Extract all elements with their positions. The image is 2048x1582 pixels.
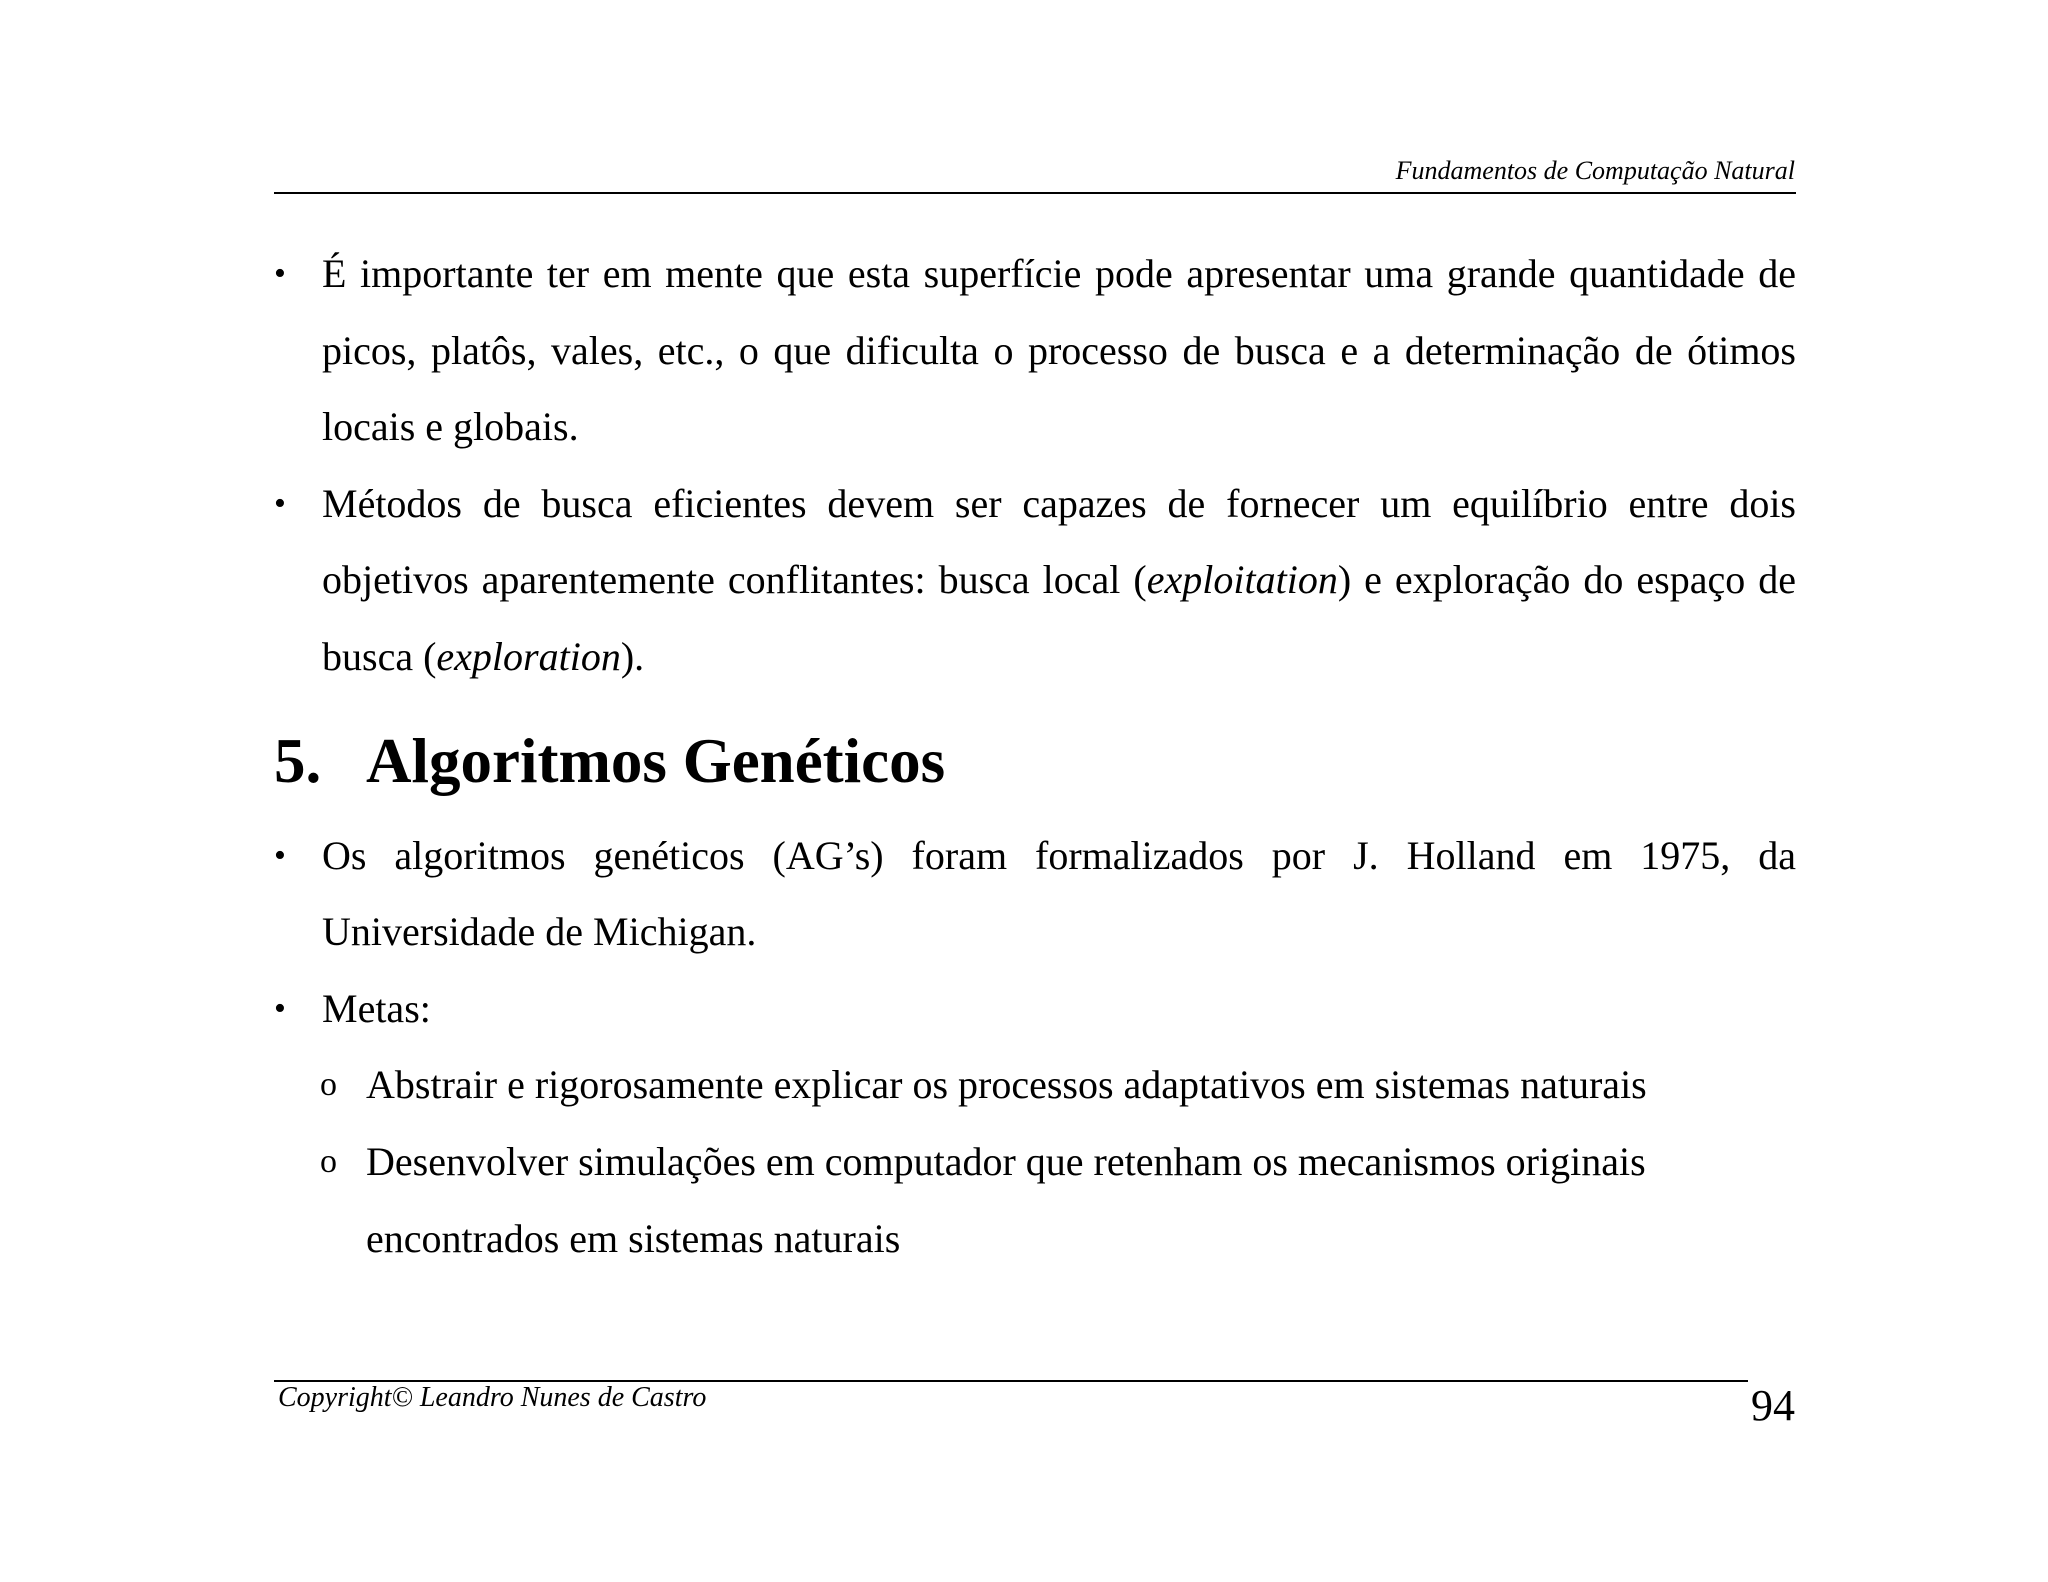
bullet-item-holland — [274, 818, 1796, 971]
page-number: 94 — [1751, 1381, 1795, 1430]
running-header-title: Fundamentos de Computação Natural — [1395, 156, 1795, 185]
sub-bullet-marker: o — [320, 1142, 337, 1180]
bullet-text — [322, 481, 1796, 679]
term-exploitation: exploitation — [1146, 557, 1338, 603]
bullet-marker: • — [274, 484, 286, 522]
bullet-text-part: ) e exploração do espaço de busca ( — [322, 557, 1796, 679]
sub-item-simulations — [274, 1124, 1796, 1277]
sub-item-abstract — [274, 1047, 1796, 1124]
bullet-text: É importante ter em mente que esta superfície pode apresentar uma grande quantidade de picos, platôs, vales, etc., o que dificulta o processo de busca e a determinação de ótimos locais e globais. — [322, 251, 1796, 450]
bullet-text-part: Métodos de busca eficientes devem ser capazes de fornecer um equilíbrio entre dois objetivos aparentemente conflitantes: busca local ( — [322, 480, 1796, 603]
section-number: 5. — [274, 725, 322, 796]
section-title: Algoritmos Genéticos — [366, 725, 946, 796]
footer-copyright: Copyright© Leandro Nunes de Castro — [278, 1382, 707, 1413]
bullet-text: Os algoritmos genéticos (AG’s) foram formalizados por J. Holland em 1975, da Universidade de Michigan. — [322, 832, 1796, 955]
bullet-item-goals — [274, 971, 1796, 1048]
bullet-item-surface — [274, 236, 1796, 466]
term-exploration: exploration — [436, 633, 621, 679]
bullet-item-search-methods — [274, 466, 1796, 696]
section-heading — [274, 723, 1796, 799]
bullet-marker: • — [274, 255, 286, 292]
header-rule — [274, 192, 1796, 194]
sub-bullet-marker: o — [320, 1066, 337, 1104]
bullet-marker: • — [274, 989, 286, 1027]
page-body — [274, 236, 1796, 1277]
sub-item-text: Desenvolver simulações em computador que retenham os mecanismos originais encontrados em sistemas naturais — [366, 1138, 1646, 1261]
bullet-marker: • — [274, 836, 286, 874]
bullet-text-part: ). — [620, 633, 645, 679]
sub-item-text: Abstrair e rigorosamente explicar os processos adaptativos em sistemas naturais — [366, 1062, 1647, 1108]
bullet-text: Metas: — [322, 985, 431, 1031]
